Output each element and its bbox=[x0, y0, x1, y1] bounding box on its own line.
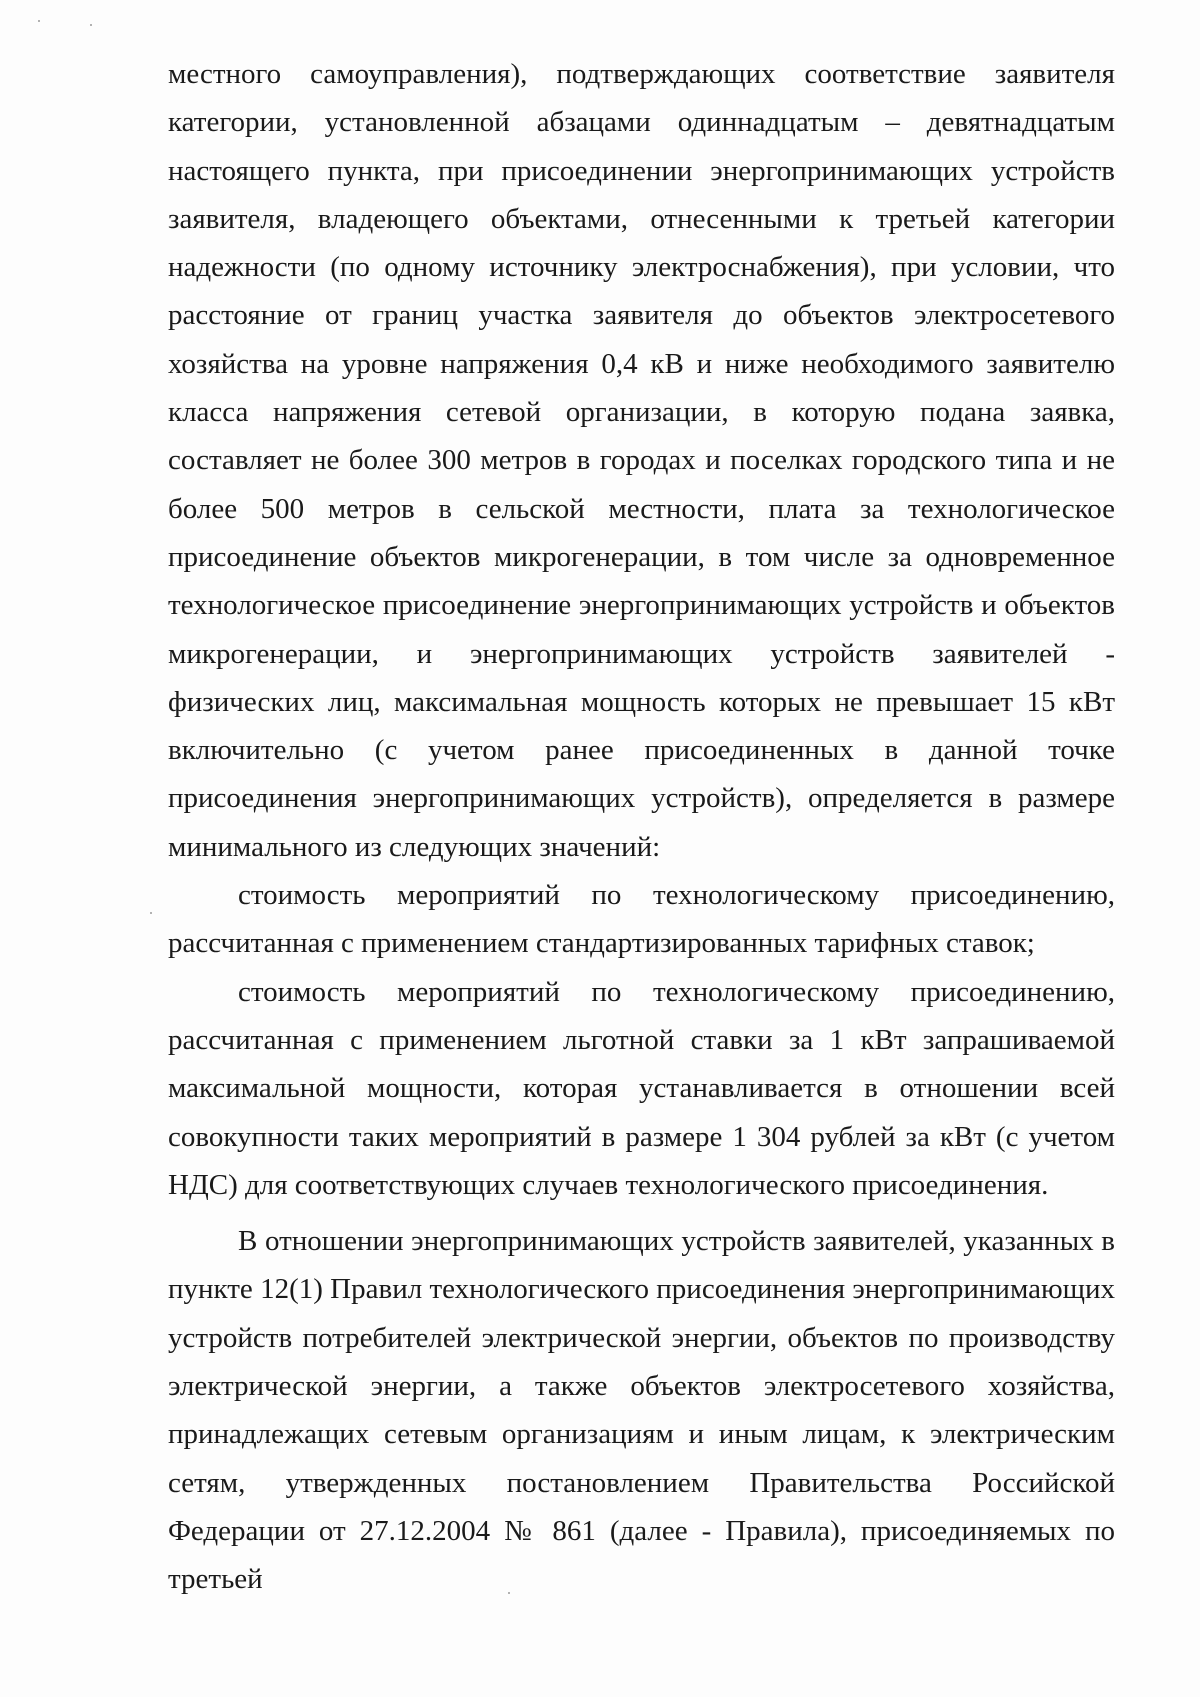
document-body bbox=[168, 50, 1115, 1604]
scan-speck bbox=[150, 912, 152, 914]
paragraph-standard-rate-option: стоимость мероприятий по технологическому присоединению, рассчитанная с применением стандартизированных тарифных ставок; bbox=[168, 879, 1115, 960]
paragraph-main: местного самоуправления), подтверждающих соответствие заявителя категории, установленной абзацами одиннадцатым – девятнадцатым настоящего пункта, при присоединении энергопринимающих устройств заявителя, владеющего объектами, отнесенными к третьей категории надежности (по одному источнику электроснабжения), при условии, что расстояние от границ участка заявителя до объектов электросетевого хозяйства на уровне напряжения 0,4 кВ и ниже необходимого заявителю класса напряжения сетевой организации, в которую подана заявка, составляет не более 300 метров в городах и поселках городского типа и не более 500 метров в сельской местности, плата за технологическое присоединение объектов микрогенерации, в том числе за одновременное технологическое присоединение энергопринимающих устройств и объектов микрогенерации, и энергопринимающих устройств заявителей - физических лиц, максимальная мощность которых не превышает 15 кВт включительно (с учетом ранее присоединенных в данной точке присоединения энергопринимающих устройств), определяется в размере минимального из следующих значений: bbox=[168, 58, 1115, 863]
scan-speck bbox=[38, 20, 40, 22]
scan-speck bbox=[90, 24, 92, 26]
paragraph-preferential-rate-option: стоимость мероприятий по технологическому присоединению, рассчитанная с применением льготной ставки за 1 кВт запрашиваемой максимальной мощности, которая устанавливается в отношении всей совокупности таких мероприятий в размере 1 304 рублей за кВт (с учетом НДС) для соответствующих случаев технологического присоединения. bbox=[168, 975, 1115, 1201]
paragraph-rules-reference: В отношении энергопринимающих устройств заявителей, указанных в пункте 12(1) Правил технологического присоединения энергопринимающих устройств потребителей электрической энергии, объектов по производству электрической энергии, а также объектов электросетевого хозяйства, принадлежащих сетевым организациям и иным лицам, к электрическим сетям, утвержденных постановлением Правительства Российской Федерации от 27.12.2004 № 861 (далее - Правила), присоединяемых по третьей bbox=[168, 1225, 1115, 1596]
